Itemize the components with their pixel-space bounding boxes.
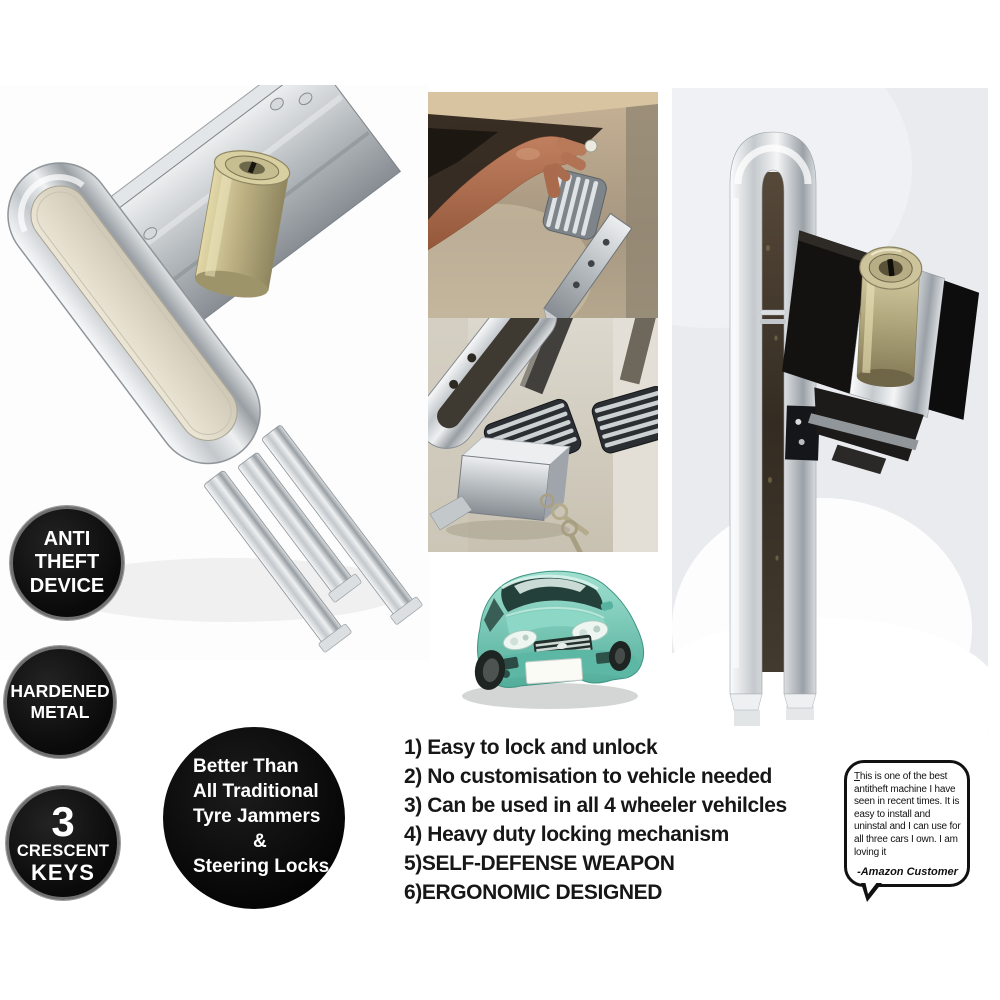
- feature-item: 4) Heavy duty locking mechanism: [404, 823, 729, 846]
- badge-line: HARDENED: [10, 681, 110, 702]
- badge-line: Tyre Jammers: [193, 806, 321, 827]
- u-clamp-upright: [730, 132, 820, 710]
- feature-list: [404, 733, 864, 907]
- lock-on-pedals-image: [428, 318, 658, 552]
- badge-anti-theft-device: [10, 506, 124, 620]
- badge-line: DEVICE: [29, 574, 105, 597]
- badge-line: &: [253, 831, 267, 852]
- badge-line: All Traditional: [193, 781, 319, 802]
- lock-cylinder-upright: [854, 245, 923, 388]
- car-photo: [450, 558, 655, 718]
- badge-line: THEFT: [34, 551, 100, 574]
- car-image: [450, 558, 655, 718]
- hand-install-image: [428, 92, 658, 318]
- testimonial-quote: This is one of the best antitheft machine I have seen in recent times. It is easy to install and uninstal and I can use for all three cars I own. I am loving it: [854, 771, 961, 858]
- hand-install-photo: [428, 92, 658, 318]
- badge-better-than: [163, 727, 345, 909]
- lock-on-pedals-photo: [428, 318, 658, 552]
- car: [472, 571, 644, 692]
- feature-item: 6)ERGONOMIC DESIGNED: [404, 881, 663, 904]
- testimonial-bubble: [844, 760, 970, 887]
- badge-line: KEYS: [31, 859, 95, 885]
- badge-line: Steering Locks: [193, 856, 330, 877]
- badge-3-crescent-keys: [6, 786, 120, 900]
- badge-line: CRESCENT: [16, 841, 110, 860]
- cross-pin: [760, 310, 786, 315]
- badge-key-count: 3: [51, 797, 75, 845]
- badge-hardened-metal: [4, 646, 116, 758]
- hinge-plate: [785, 405, 820, 460]
- badge-better-text: [163, 727, 345, 879]
- key-head: [585, 140, 597, 152]
- badge-line: ANTI: [43, 527, 91, 550]
- feature-item: 5)SELF-DEFENSE WEAPON: [404, 852, 675, 875]
- badge-line: Better Than: [193, 756, 299, 777]
- badge-line: METAL: [30, 702, 90, 722]
- testimonial-attribution: -Amazon Customer: [857, 866, 958, 879]
- feature-item: 3) Can be used in all 4 wheeler vehilcles: [404, 794, 787, 817]
- license-plate: [525, 658, 582, 684]
- upright-product-photo: [672, 88, 988, 730]
- pedal-lock-upright-image: [672, 88, 988, 730]
- feature-item: 2) No customisation to vehicle needed: [404, 765, 772, 788]
- feature-item: 1) Easy to lock and unlock: [404, 736, 658, 759]
